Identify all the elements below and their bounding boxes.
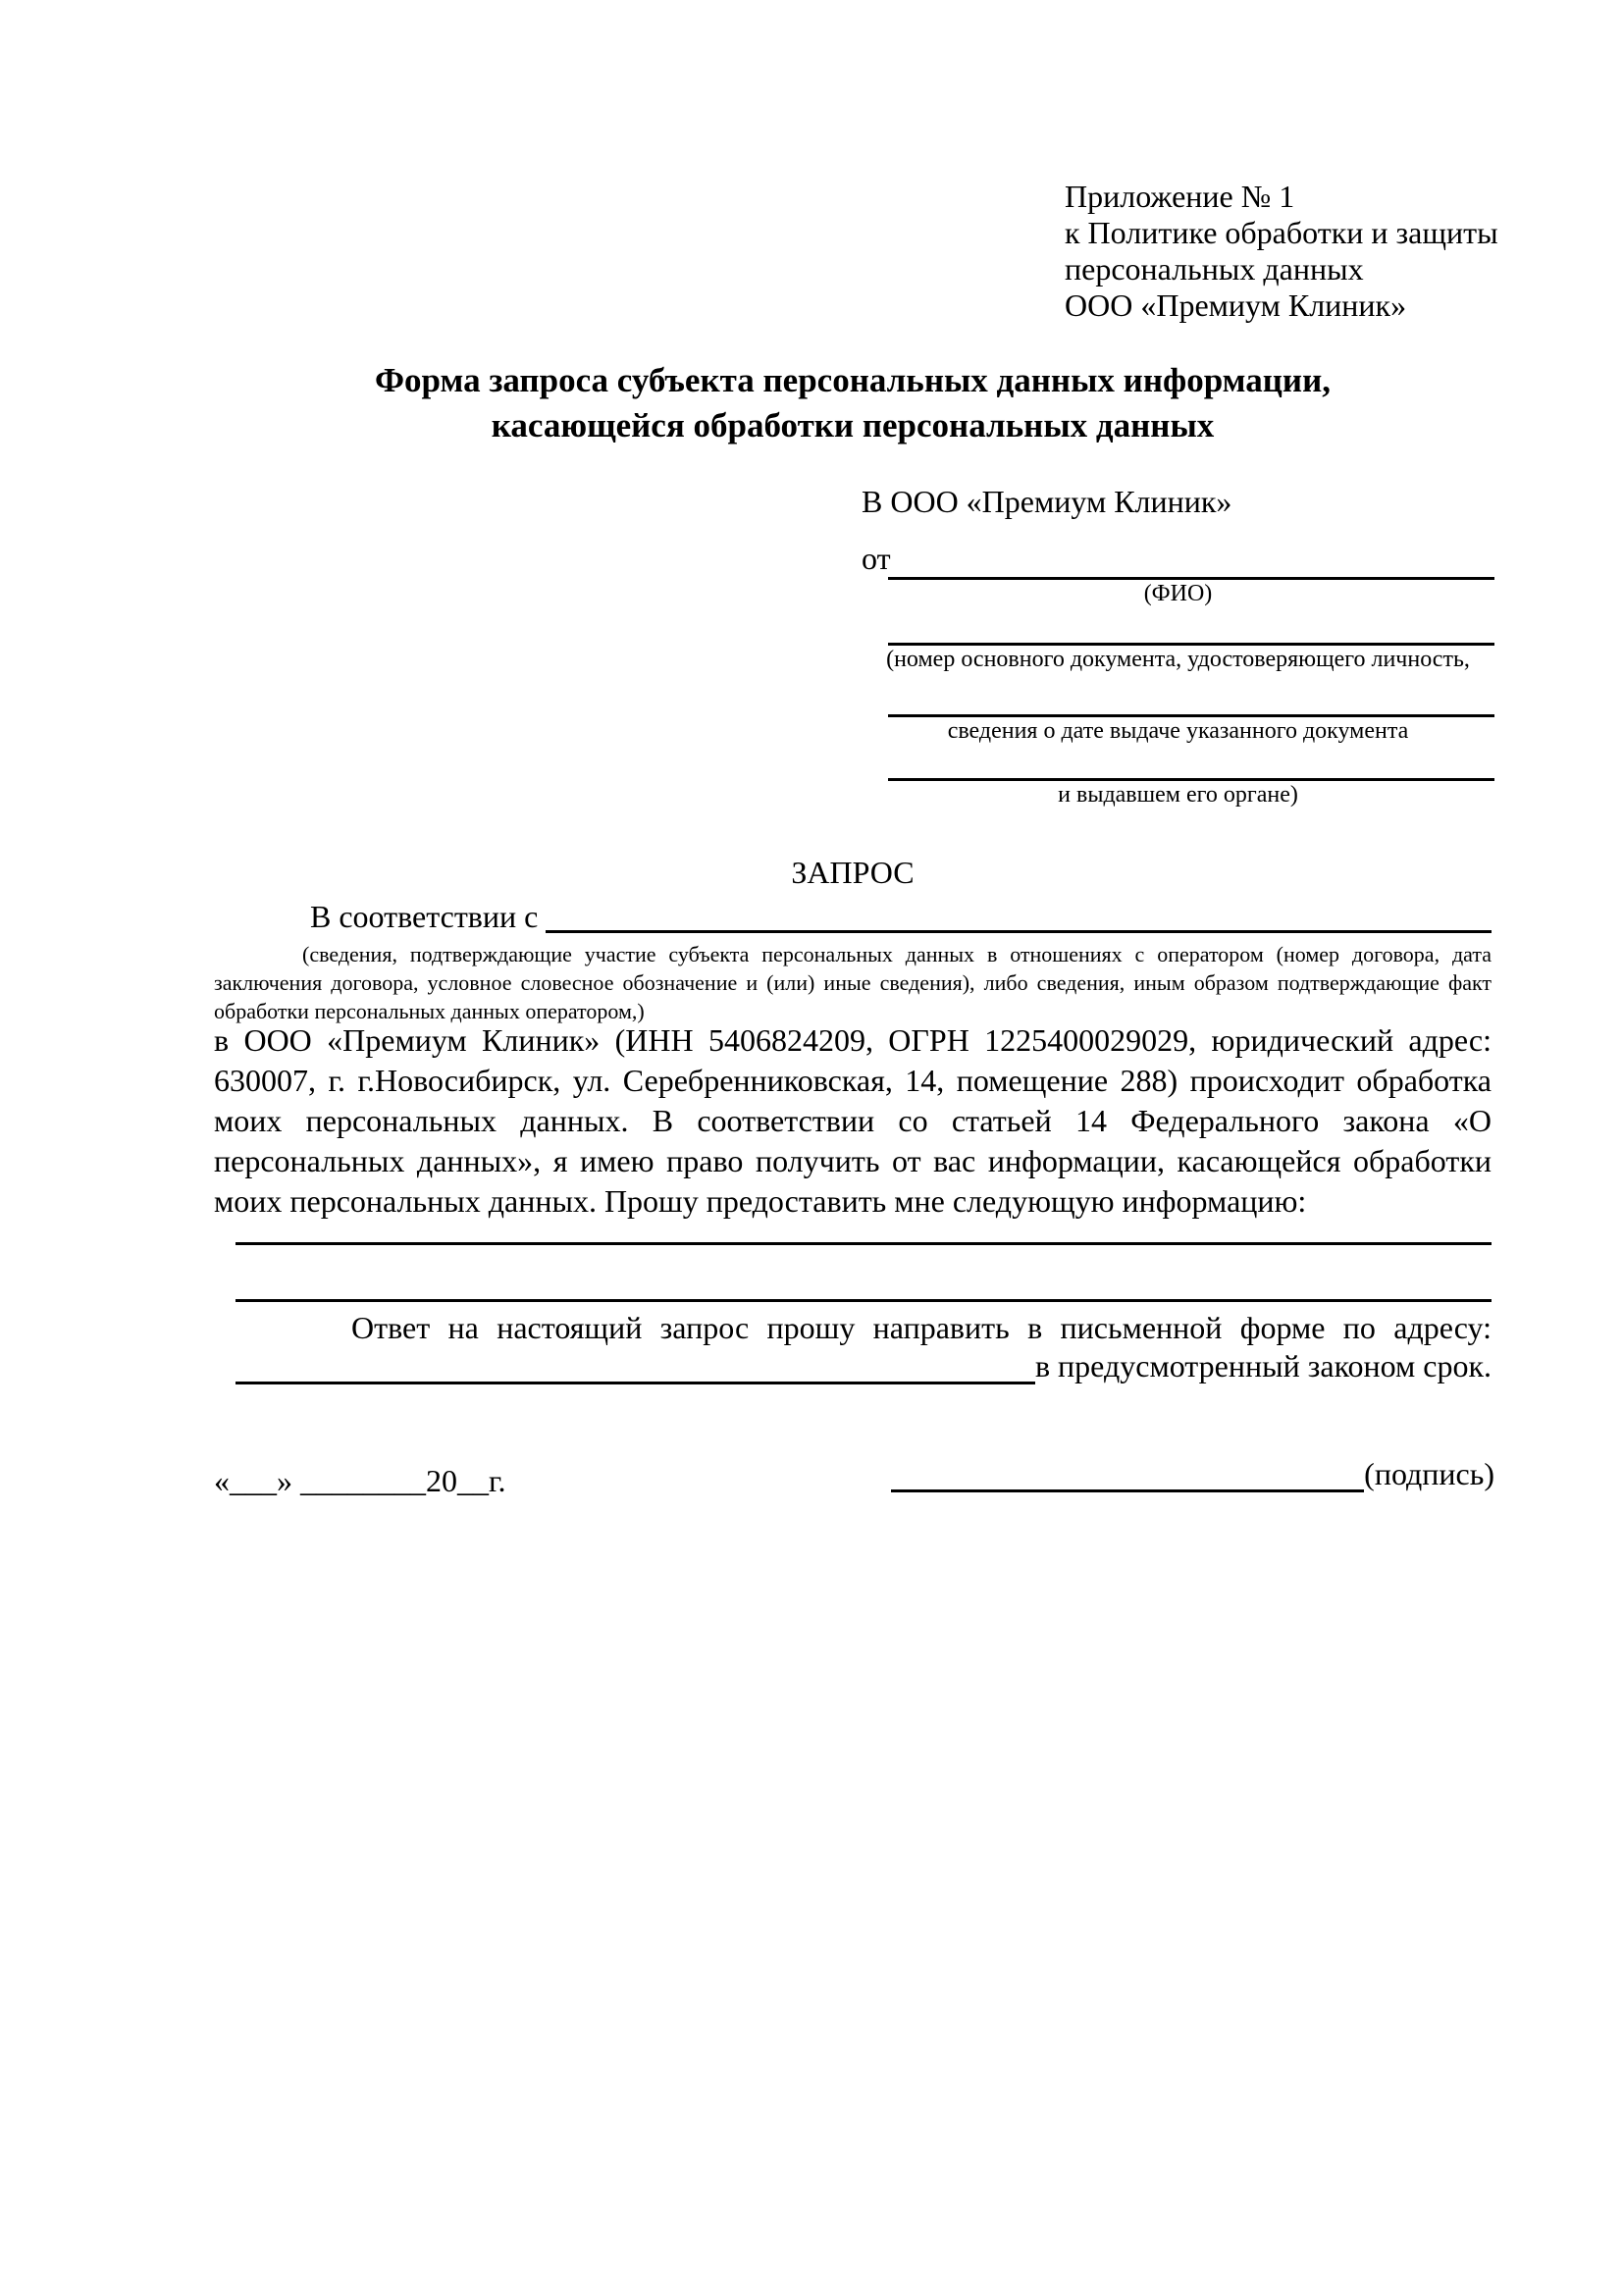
signature-blank-line [891,1454,1364,1492]
signature-row [891,1454,1494,1493]
appendix-line-3: персональных данных [1065,251,1364,287]
request-heading: ЗАПРОС [791,855,915,890]
document-title-line-2: касающейся обработки персональных данных [491,406,1215,444]
addressee-block [862,483,1494,809]
intro-caption: (сведения, подтверждающие участие субъекта персональных данных в отношениях с оператором (номер договора, дата заключения договора, условное словесное обозначение и (или) иные сведения), либо сведения, иным образом подтверждающие факт обработки персональных данных оператором,) [214,942,1492,1023]
appendix-line-4: ООО «Премиум Клиник» [1065,287,1407,323]
addressee-from: от [862,541,891,576]
issuing-authority-caption: и выдавшем его органе) [1058,782,1298,808]
request-body-paragraph: в ООО «Премиум Клиник» (ИНН 5406824209, ОГРН 1225400029029, юридический адрес: 630007, г. г.Новосибирск, ул. Серебренниковская, 14, помещение 288) происходит обработка моих персональных данных. В соответствии со статьей 14 Федерального закона «О персональных данных», я имею право получить от вас информации, касающейся обработки моих персональных данных. Прошу предоставить мне следующую информацию: [214,1022,1492,1219]
date-blank: «___» ________20__г. [214,1463,506,1498]
document-number-caption: (номер основного документа, удостоверяющего личность, [886,647,1470,672]
intro-row [214,898,1492,935]
issue-date-caption: сведения о дате выдаче указанного документа [947,718,1409,744]
information-blank-line-1 [236,1242,1492,1245]
document-title-line-1: Форма запроса субъекта персональных данных информации, [374,361,1332,399]
intro-prefix: В соответствии с [310,899,539,934]
signature-caption: (подпись) [1364,1456,1494,1491]
reply-deadline-text: в предусмотренный законом срок. [1034,1348,1492,1383]
intro-blank-line [546,898,1492,933]
addressee-to: В ООО «Премиум Клиник» [862,484,1232,519]
fio-caption: (ФИО) [1143,581,1213,606]
reply-address-blank-line [236,1346,1035,1384]
document-title [214,358,1492,448]
appendix-line-1: Приложение № 1 [1065,179,1295,214]
appendix-line-2: к Политике обработки и защиты [1065,215,1498,250]
reply-address-row [236,1346,1492,1385]
appendix-block [1065,179,1498,324]
reply-address-sentence: Ответ на настоящий запрос прошу направить в письменной форме по адресу: [351,1310,1492,1345]
information-blank-line-2 [236,1299,1492,1302]
